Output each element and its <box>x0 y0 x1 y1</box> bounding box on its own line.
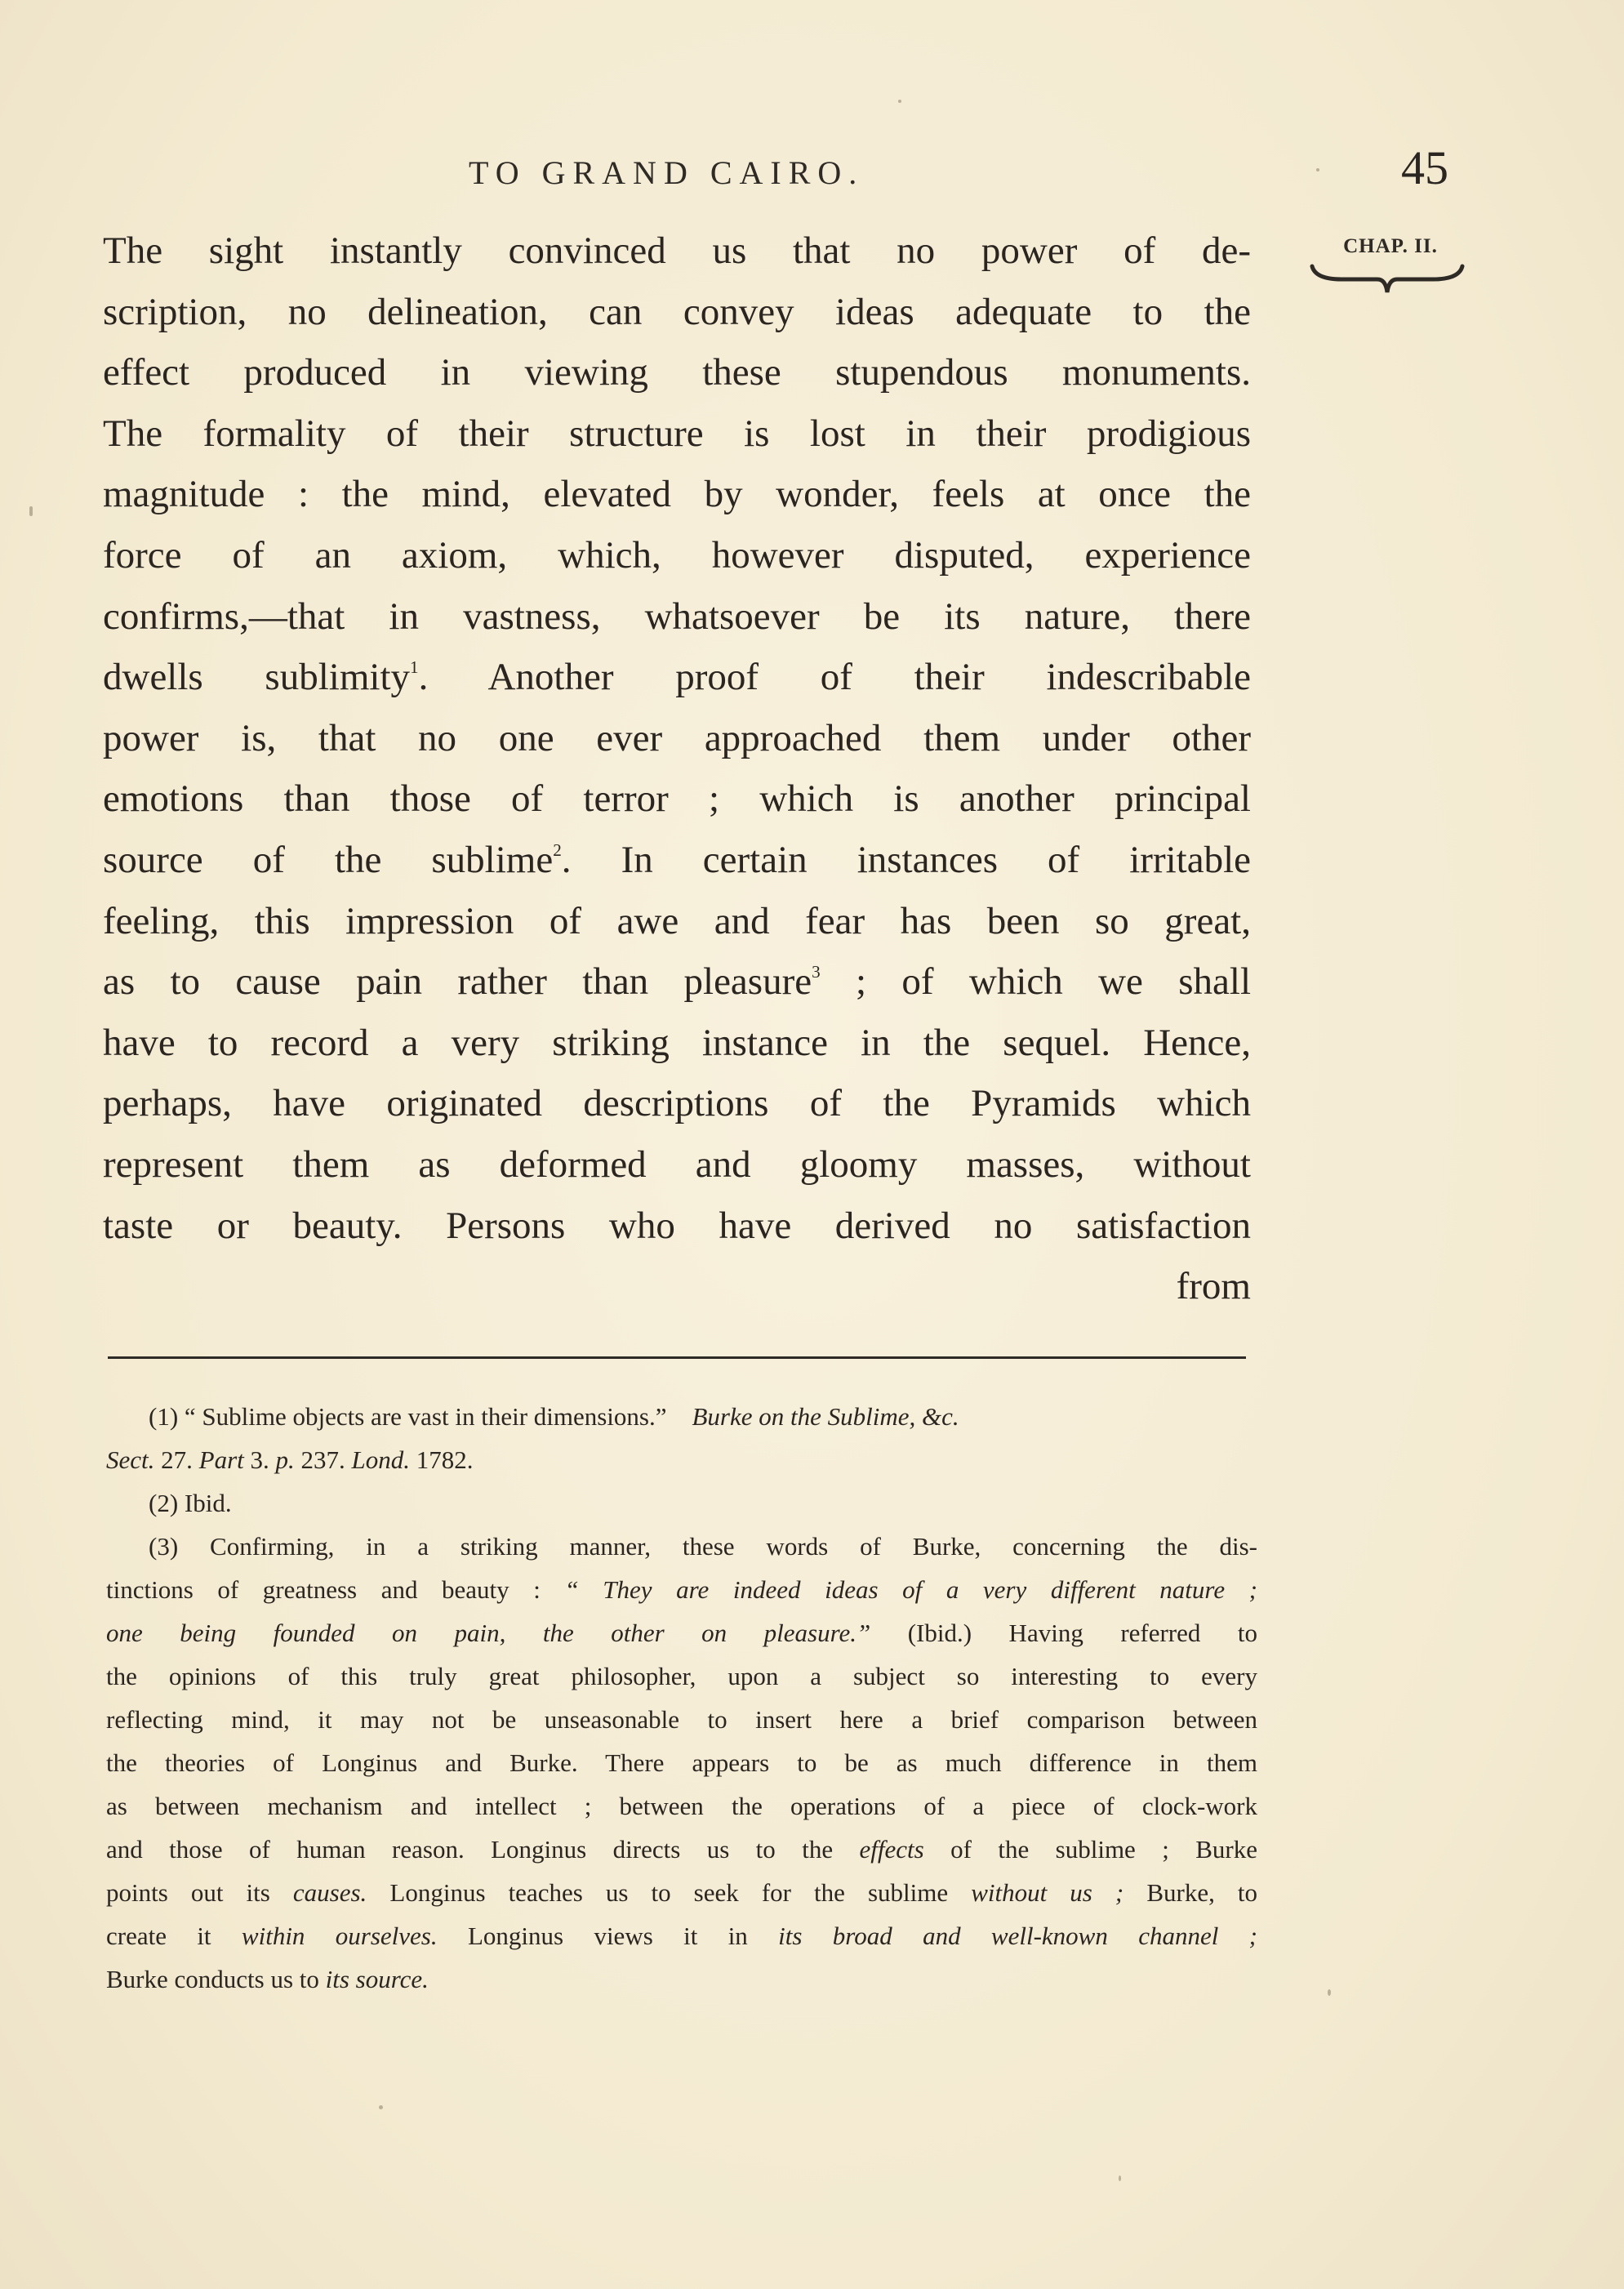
text-line: scription, no delineation, can convey ideas adequate to the <box>103 290 1251 333</box>
footnote-3-line <box>106 1611 1257 1654</box>
ref-part: 237. <box>300 1445 345 1474</box>
text-line: effect produced in viewing these stupendous monuments. <box>103 351 1251 394</box>
footnote-marker[interactable]: 2 <box>553 839 562 860</box>
footnote-citation: Burke on the Sublime, &c. <box>692 1402 959 1431</box>
footnote-3-line <box>106 1828 1257 1871</box>
ref-part: Lond. <box>351 1445 411 1474</box>
note-segment: tinctions of greatness and beauty : <box>106 1575 541 1604</box>
text-line: magnitude : the mind, elevated by wonder, feels at once the <box>103 473 1251 516</box>
paper-speck <box>1119 2175 1121 2181</box>
chapter-marginal-note: CHAP. II. <box>1343 235 1438 257</box>
note-quote: one being founded on pain, the other on pleasure.” <box>106 1619 871 1647</box>
main-text <box>103 220 1251 1317</box>
text-line <box>103 951 1251 1013</box>
note-segment: (Ibid.) Having referred to <box>907 1619 1257 1647</box>
footnote-1-ref-line <box>106 1438 1257 1481</box>
note-segment: Burke conducts us to <box>106 1965 319 1993</box>
text-segment: as to cause pain rather than pleasure <box>103 960 812 1004</box>
text-segment: source of the sublime <box>103 838 554 881</box>
note-segment: of the sublime ; Burke <box>950 1835 1258 1864</box>
footnote-marker[interactable]: 3 <box>812 962 821 982</box>
paper-speck <box>29 506 33 516</box>
footnote-1-line <box>106 1395 1257 1438</box>
text-line: force of an axiom, which, however disputed, experience <box>103 533 1251 577</box>
ref-part: 27. <box>161 1445 193 1474</box>
footnote-3-line <box>106 1871 1257 1914</box>
brace-ornament <box>1309 263 1466 297</box>
note-segment: Longinus views it in <box>467 1922 748 1950</box>
footnote-3-line: the opinions of this truly great philosopher, upon a subject so interesting to every <box>106 1662 1257 1690</box>
ref-part: 3. <box>250 1445 269 1474</box>
text-line <box>103 647 1251 708</box>
footnote-3-line: as between mechanism and intellect ; between the operations of a piece of clock-work <box>106 1792 1257 1820</box>
text-line: have to record a very striking instance in the sequel. Hence, <box>103 1021 1251 1064</box>
note-segment: Burke, to <box>1146 1878 1258 1907</box>
note-emphasis: without us ; <box>971 1878 1124 1907</box>
ref-part: Part <box>198 1445 244 1474</box>
footnote-text: “ Sublime objects are vast in their dimensions.” <box>184 1402 667 1431</box>
paper-speck <box>1328 1989 1331 1996</box>
text-segment: . In certain instances of irritable <box>561 838 1251 881</box>
note-segment: and those of human reason. Longinus directs us to the <box>106 1835 834 1864</box>
catchword: from <box>1176 1265 1251 1308</box>
note-emphasis: its source. <box>325 1965 429 1993</box>
footnote-number: (1) <box>149 1402 179 1431</box>
text-segment: ; of which we shall <box>820 960 1252 1004</box>
text-line: The sight instantly convinced us that no power of de- <box>103 229 1251 272</box>
footnote-rule <box>108 1356 1246 1359</box>
footnote-3-line <box>106 1568 1257 1611</box>
note-segment: create it <box>106 1922 211 1950</box>
ref-part: Sect. <box>106 1445 155 1474</box>
text-line: confirms,—that in vastness, whatsoever be its nature, there <box>103 595 1251 638</box>
paper-speck <box>1316 168 1319 171</box>
page-number: 45 <box>1401 141 1448 194</box>
text-line: power is, that no one ever approached them under other <box>103 716 1251 759</box>
note-emphasis: effects <box>859 1835 924 1864</box>
note-emphasis: its broad and well-known channel ; <box>778 1922 1258 1950</box>
note-emphasis: within ourselves. <box>241 1922 438 1950</box>
ref-part: 1782. <box>416 1445 474 1474</box>
footnote-3-line <box>106 1957 1257 2001</box>
text-line: represent them as deformed and gloomy masses, without <box>103 1142 1251 1186</box>
text-line: perhaps, have originated descriptions of the Pyramids which <box>103 1082 1251 1125</box>
footnote-marker[interactable]: 1 <box>410 657 419 678</box>
footnote-2-line: (2) Ibid. <box>149 1489 232 1517</box>
note-emphasis: causes. <box>292 1878 367 1907</box>
footnotes <box>106 1395 1257 2001</box>
footnote-3-line <box>106 1914 1257 1957</box>
paper-speck <box>898 100 901 103</box>
text-line: taste or beauty. Persons who have derived no satisfaction <box>103 1204 1251 1247</box>
note-segment: points out its <box>106 1878 270 1907</box>
text-line: emotions than those of terror ; which is another principal <box>103 777 1251 821</box>
footnote-3-line: reflecting mind, it may not be unseasonable to insert here a brief comparison between <box>106 1705 1257 1734</box>
text-line: feeling, this impression of awe and fear has been so great, <box>103 899 1251 942</box>
footnote-3-line: the theories of Longinus and Burke. There appears to be as much difference in them <box>106 1748 1257 1777</box>
text-segment: dwells sublimity <box>103 656 411 699</box>
text-line: The formality of their structure is lost in their prodigious <box>103 412 1251 455</box>
paper-speck <box>379 2105 383 2109</box>
text-line <box>103 830 1251 891</box>
footnote-3-line: (3) Confirming, in a striking manner, these words of Burke, concerning the dis- <box>149 1532 1257 1561</box>
text-segment: . Another proof of their indescribable <box>418 656 1251 699</box>
note-segment: Longinus teaches us to seek for the sublime <box>389 1878 949 1907</box>
ref-part: p. <box>275 1445 295 1474</box>
note-quote: “ They are indeed ideas of a very different nature ; <box>564 1575 1258 1604</box>
running-head: TO GRAND CAIRO. <box>469 154 865 191</box>
